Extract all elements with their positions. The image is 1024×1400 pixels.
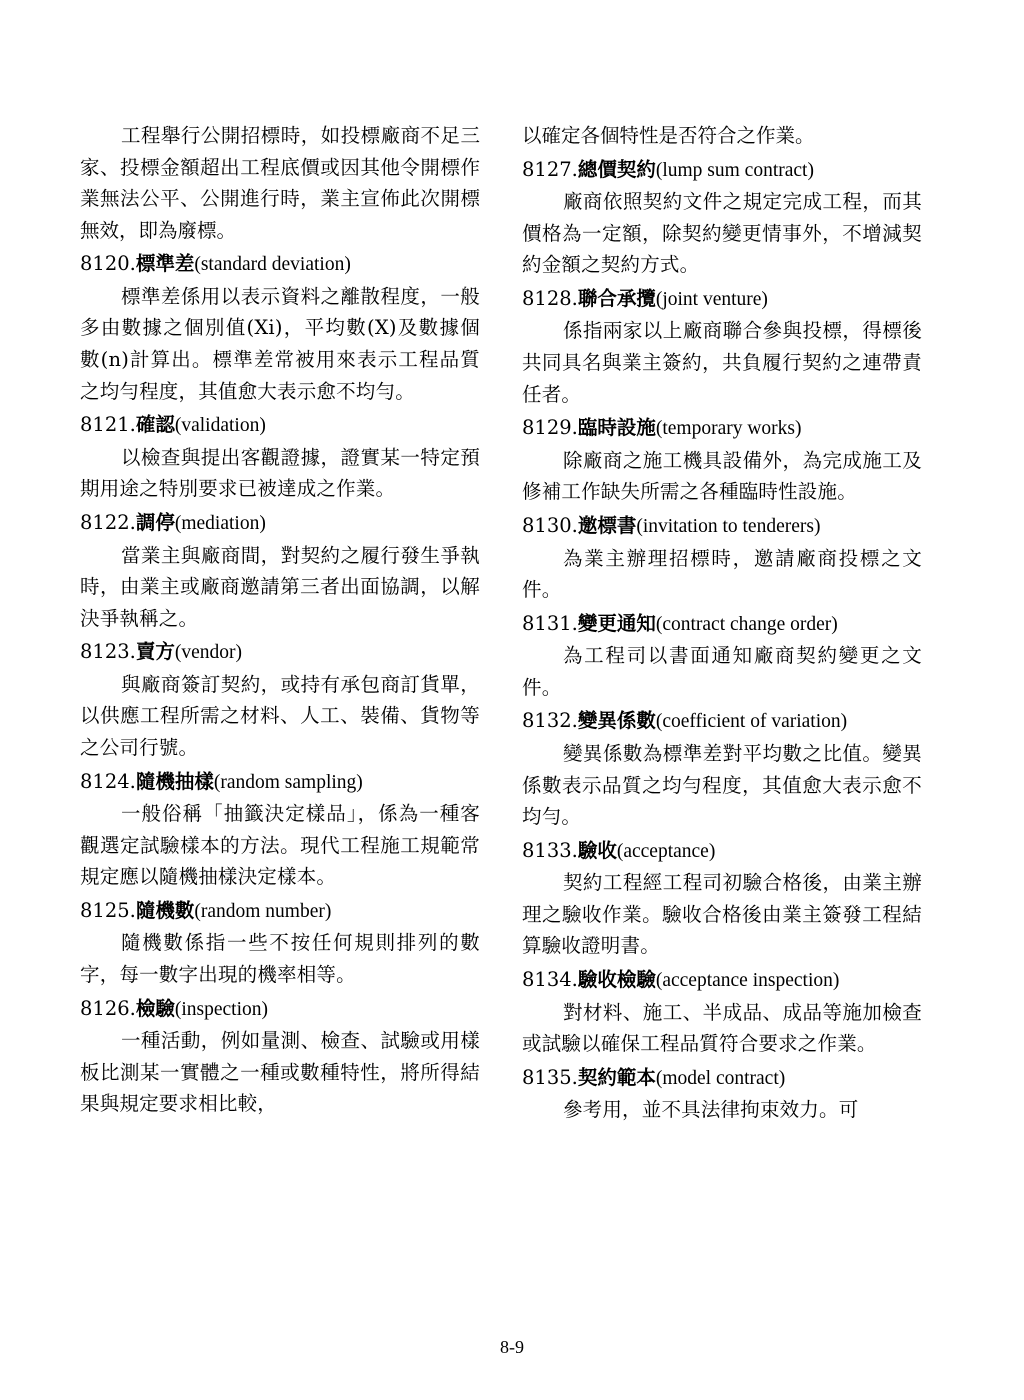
term-heading — [80, 409, 480, 442]
term-english: (standard deviation) — [194, 254, 351, 276]
glossary-entry — [522, 608, 922, 704]
glossary-entry — [522, 1062, 922, 1126]
term-definition: 一種活動，例如量測、檢查、試驗或用樣板比測某一實體之一種或數種特性，將所得結果與規定要求相比較， — [80, 1029, 480, 1116]
term-chinese: 總價契約 — [577, 157, 656, 181]
term-heading — [80, 636, 480, 669]
term-english: (random sampling) — [213, 771, 363, 793]
term-heading — [80, 993, 480, 1026]
term-definition: 除廠商之施工機具設備外，為完成施工及修補工作缺失所需之各種臨時性設施。 — [522, 448, 922, 504]
page-number: 8-9 — [500, 1337, 524, 1357]
term-chinese: 調停 — [135, 510, 175, 534]
term-definition: 契約工程經工程司初驗合格後，由業主辦理之驗收作業。驗收合格後由業主簽發工程結算驗收證明書。 — [522, 871, 922, 958]
term-definition: 為業主辦理招標時，邀請廠商投標之文件。 — [522, 546, 922, 602]
term-number: 8129. — [522, 416, 578, 440]
glossary-entry — [80, 409, 480, 505]
term-number: 8123. — [80, 640, 136, 664]
term-number: 8127. — [522, 157, 578, 181]
term-chinese: 聯合承攬 — [577, 286, 656, 310]
term-chinese: 標準差 — [135, 252, 195, 276]
term-chinese: 隨機抽樣 — [135, 769, 214, 793]
term-chinese: 變更通知 — [577, 611, 656, 635]
term-definition: 與廠商簽訂契約，或持有承包商訂貨單，以供應工程所需之材料、人工、裝備、貨物等之公司行號。 — [80, 672, 480, 759]
term-english: (model contract) — [655, 1067, 786, 1089]
term-chinese: 驗收 — [577, 838, 617, 862]
term-chinese: 變異係數 — [577, 709, 656, 733]
term-number: 8135. — [522, 1065, 578, 1089]
term-english: (random number) — [194, 900, 332, 922]
term-heading — [80, 507, 480, 540]
term-english: (coefficient of variation) — [655, 711, 848, 733]
term-number: 8131. — [522, 611, 578, 635]
term-heading — [522, 835, 922, 868]
left-column — [80, 120, 480, 1300]
term-number: 8134. — [522, 968, 578, 992]
term-number: 8124. — [80, 769, 136, 793]
term-chinese: 檢驗 — [135, 996, 175, 1020]
glossary-entry — [522, 964, 922, 1060]
term-number: 8128. — [522, 286, 578, 310]
glossary-entry — [80, 766, 480, 893]
term-heading — [80, 766, 480, 799]
term-english: (acceptance inspection) — [655, 970, 840, 992]
term-heading — [80, 895, 480, 928]
term-english: (contract change order) — [655, 613, 838, 635]
term-chinese: 契約範本 — [577, 1065, 656, 1089]
continuation-paragraph: 以確定各個特性是否符合之作業。 — [522, 124, 815, 147]
term-chinese: 賣方 — [135, 640, 175, 664]
term-definition: 對材料、施工、半成品、成品等施加檢查或試驗以確保工程品質符合要求之作業。 — [522, 1000, 922, 1056]
term-heading — [522, 608, 922, 641]
term-heading — [522, 154, 922, 187]
term-definition: 廠商依照契約文件之規定完成工程，而其價格為一定額，除契約變更情事外，不增減契約金額之契約方式。 — [522, 190, 922, 277]
term-english: (inspection) — [174, 998, 268, 1020]
term-english: (acceptance) — [616, 840, 716, 862]
term-number: 8120. — [80, 252, 136, 276]
term-chinese: 隨機數 — [135, 898, 195, 922]
term-definition: 參考用，並不具法律拘束效力。可 — [562, 1098, 859, 1122]
glossary-entry — [522, 835, 922, 962]
term-chinese: 邀標書 — [577, 513, 637, 537]
term-heading — [522, 510, 922, 543]
term-number: 8130. — [522, 513, 578, 537]
term-english: (joint venture) — [655, 288, 768, 310]
term-english: (invitation to tenderers) — [636, 515, 821, 537]
term-english: (mediation) — [174, 512, 266, 534]
two-column-body — [80, 120, 944, 1300]
glossary-entry — [522, 412, 922, 508]
term-number: 8125. — [80, 898, 136, 922]
term-english: (temporary works) — [655, 418, 802, 440]
term-chinese: 驗收檢驗 — [577, 968, 656, 992]
term-heading — [522, 1062, 922, 1095]
term-heading — [522, 412, 922, 445]
term-definition: 係指兩家以上廠商聯合參與投標，得標後共同具名與業主簽約，共負履行契約之連帶責任者。 — [522, 319, 922, 406]
term-number: 8132. — [522, 709, 578, 733]
glossary-entry — [80, 993, 480, 1120]
right-column — [522, 120, 922, 1300]
term-english: (vendor) — [174, 642, 242, 664]
term-number: 8122. — [80, 510, 136, 534]
glossary-entry — [522, 154, 922, 281]
term-definition: 標準差係用以表示資料之離散程度，一般多由數據之個別值(Xi)，平均數(X)及數據個數(n)計算出。標準差常被用來表示工程品質之均勻程度，其值愈大表示愈不均勻。 — [80, 284, 480, 403]
term-definition: 一般俗稱「抽籤決定樣品」，係為一種客觀選定試驗樣本的方法。現代工程施工規範常規定應以隨機抽樣決定樣本。 — [80, 802, 480, 889]
glossary-entry — [80, 248, 480, 407]
term-definition: 為工程司以書面通知廠商契約變更之文件。 — [522, 644, 922, 699]
term-definition: 變異係數為標準差對平均數之比值。變異係數表示品質之均勻程度，其值愈大表示愈不均勻。 — [522, 741, 922, 829]
glossary-entry — [80, 507, 480, 634]
glossary-entry — [522, 705, 922, 832]
term-heading — [522, 964, 922, 997]
term-heading — [522, 705, 922, 738]
glossary-entry — [522, 283, 922, 410]
term-number: 8133. — [522, 838, 578, 862]
term-heading — [80, 248, 480, 281]
term-definition: 以檢查與提出客觀證據，證實某一特定預期用途之特別要求已被達成之作業。 — [80, 445, 480, 501]
glossary-entry — [80, 636, 480, 763]
term-heading — [522, 283, 922, 316]
term-definition: 當業主與廠商間，對契約之履行發生爭執時，由業主或廠商邀請第三者出面協調，以解決爭執稱之。 — [80, 543, 480, 630]
term-chinese: 臨時設施 — [577, 416, 656, 440]
term-number: 8126. — [80, 996, 136, 1020]
glossary-entry — [522, 510, 922, 606]
term-definition: 隨機數係指一些不按任何規則排列的數字，每一數字出現的機率相等。 — [80, 931, 480, 987]
term-number: 8121. — [80, 413, 136, 437]
glossary-entry — [80, 895, 480, 991]
term-english: (validation) — [174, 415, 266, 437]
term-chinese: 確認 — [135, 413, 175, 437]
intro-paragraph: 工程舉行公開招標時，如投標廠商不足三家、投標金額超出工程底價或因其他令開標作業無法公平、公開進行時，業主宣佈此次開標無效，即為廢標。 — [80, 124, 480, 242]
term-english: (lump sum contract) — [655, 159, 814, 181]
